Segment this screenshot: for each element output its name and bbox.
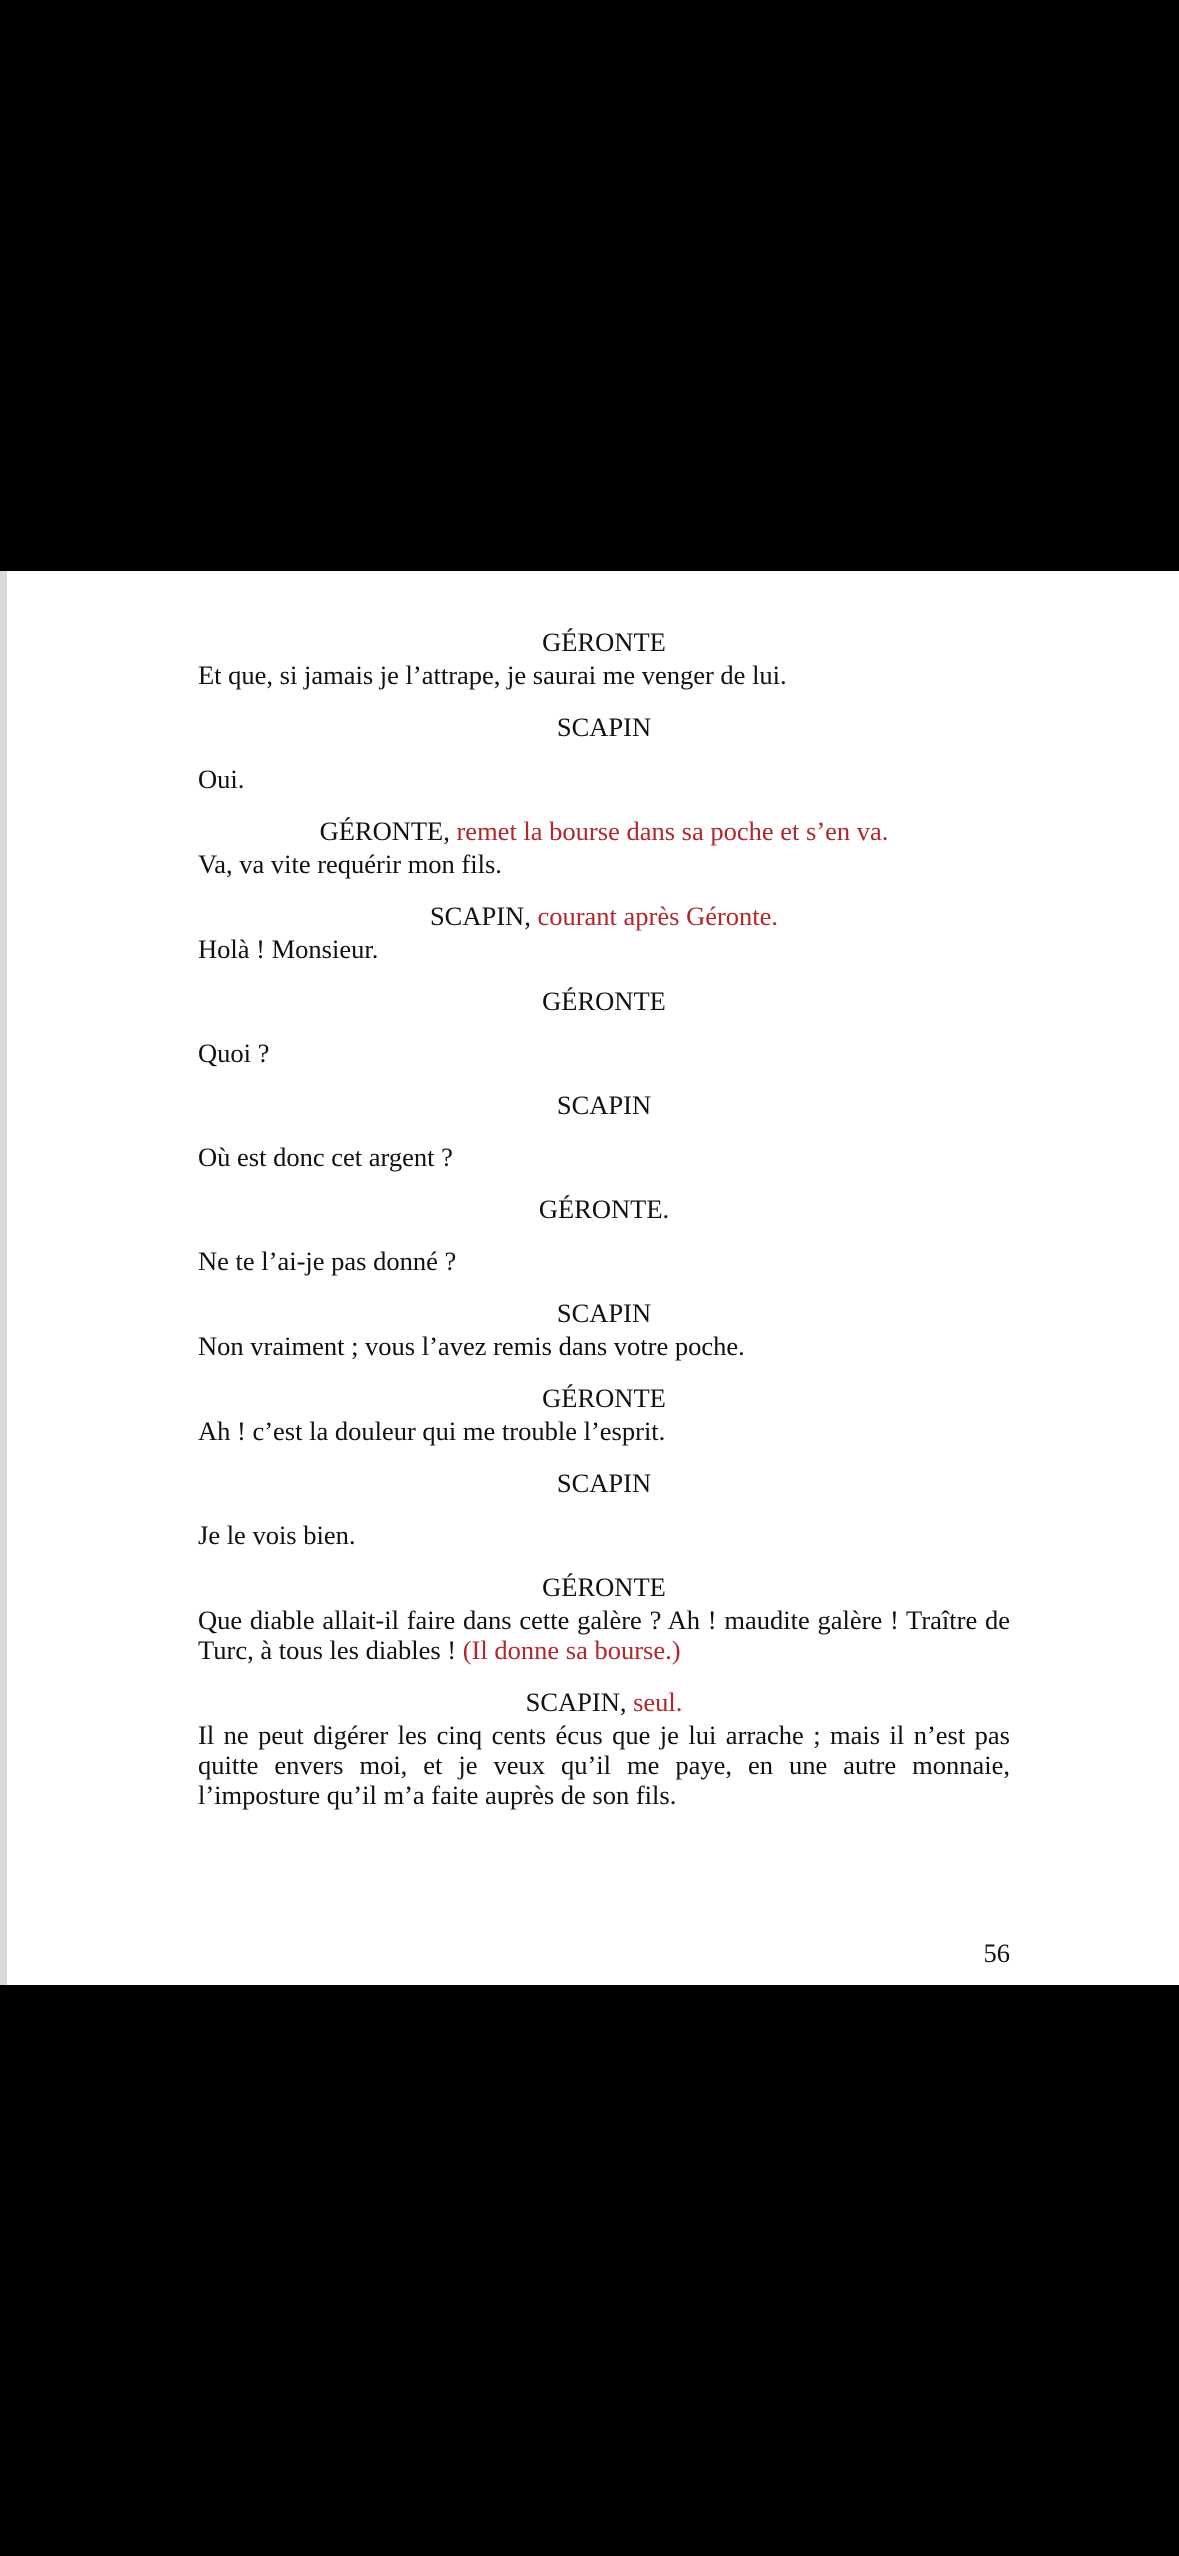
speaker-name: GÉRONTE. bbox=[538, 1194, 670, 1224]
speaker-name: SCAPIN bbox=[556, 712, 652, 742]
page-number: 56 bbox=[983, 1938, 1010, 1968]
dialogue-line: Non vraiment ; vous l’avez remis dans votre poche. bbox=[198, 1331, 745, 1361]
dialogue-line: Holà ! Monsieur. bbox=[198, 934, 379, 964]
speaker-with-direction: SCAPIN, seul. bbox=[525, 1687, 683, 1717]
dialogue-line: Je le vois bien. bbox=[198, 1520, 356, 1550]
dialogue-line: Quoi ? bbox=[198, 1038, 270, 1068]
play-text bbox=[198, 627, 1010, 1810]
speaker-name: SCAPIN bbox=[556, 1468, 652, 1498]
dialogue-line: Où est donc cet argent ? bbox=[198, 1142, 453, 1172]
stage-direction: remet la bourse dans sa poche et s’en va. bbox=[456, 816, 889, 846]
page-edge bbox=[0, 571, 7, 1985]
speaker-name: SCAPIN bbox=[556, 1298, 652, 1328]
dialogue-line: Il ne peut digérer les cinq cents écus que je lui arrache ; mais il n’est pas quitte envers moi, et je veux qu’il me paye, en une autre monnaie, l’imposture qu’il m’a faite auprès de son fils. bbox=[198, 1720, 1010, 1810]
dialogue-line: Ne te l’ai-je pas donné ? bbox=[198, 1246, 457, 1276]
dialogue-line: Ah ! c’est la douleur qui me trouble l’esprit. bbox=[198, 1416, 666, 1446]
speaker-with-direction: GÉRONTE, remet la bourse dans sa poche et s’en va. bbox=[319, 816, 889, 846]
speaker-name: SCAPIN bbox=[556, 1090, 652, 1120]
stage-direction: courant après Géronte. bbox=[537, 901, 779, 931]
speaker-name: GÉRONTE bbox=[542, 1383, 666, 1413]
dialogue-line: Que diable allait-il faire dans cette galère ? Ah ! maudite galère ! Traître de Turc, à tous les diables ! (Il donne sa bourse.) bbox=[198, 1605, 1010, 1665]
book-page[interactable] bbox=[0, 571, 1179, 1985]
dialogue-line: Et que, si jamais je l’attrape, je saurai me venger de lui. bbox=[198, 660, 787, 690]
stage-direction: seul. bbox=[633, 1687, 683, 1717]
speaker-name: GÉRONTE bbox=[542, 1572, 666, 1602]
speaker-name: GÉRONTE bbox=[542, 627, 666, 657]
stage-direction: (Il donne sa bourse.) bbox=[462, 1635, 681, 1665]
speaker-with-direction: SCAPIN, courant après Géronte. bbox=[429, 901, 779, 931]
dialogue-line: Oui. bbox=[198, 764, 245, 794]
speaker-name: GÉRONTE bbox=[542, 986, 666, 1016]
dialogue-line: Va, va vite requérir mon fils. bbox=[198, 849, 502, 879]
